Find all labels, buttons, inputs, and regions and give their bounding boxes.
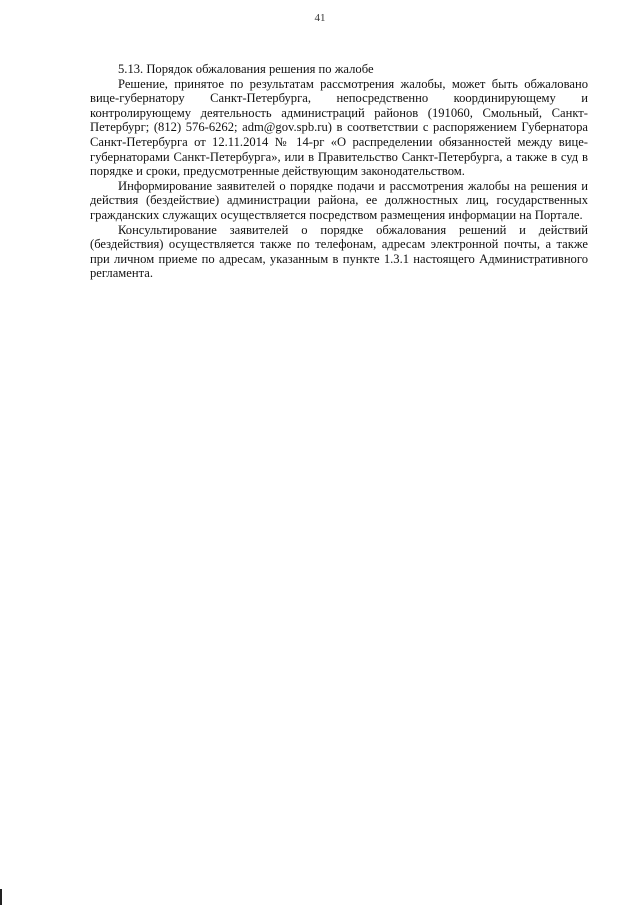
paragraph-appeal-decision: Решение, принятое по результатам рассмотрения жалобы, может быть обжаловано вице-губернатору Санкт-Петербурга, непосредственно координирующему и контролирующему деятельность администраций районов (191060, Смольный, Санкт-Петербург; (812) 576-6262; adm@gov.spb.ru) в соответствии с распоряжением Губернатора Санкт-Петербурга от 12.11.2014 № 14-рг «О распределении обязанностей между вице-губернаторами Санкт-Петербурга», или в Правительство Санкт-Петербурга, а также в суд в порядке и сроки, предусмотренные действующим законодательством.: [90, 76, 588, 179]
page-number: 41: [314, 12, 326, 24]
document-body: [90, 62, 588, 281]
section-heading: 5.13. Порядок обжалования решения по жалобе: [118, 62, 374, 76]
paragraph-consulting: Консультирование заявителей о порядке обжалования решений и действий (бездействия) осуществляется также по телефонам, адресам электронной почты, а также при личном приеме по адресам, указанным в пункте 1.3.1 настоящего Административного регламента.: [90, 222, 588, 281]
scan-edge-mark: [0, 889, 2, 905]
paragraph-informing: Информирование заявителей о порядке подачи и рассмотрения жалобы на решения и действия (бездействие) администрации района, ее должностных лиц, государственных гражданских служащих осуществляется посредством размещения информации на Портале.: [90, 178, 588, 222]
